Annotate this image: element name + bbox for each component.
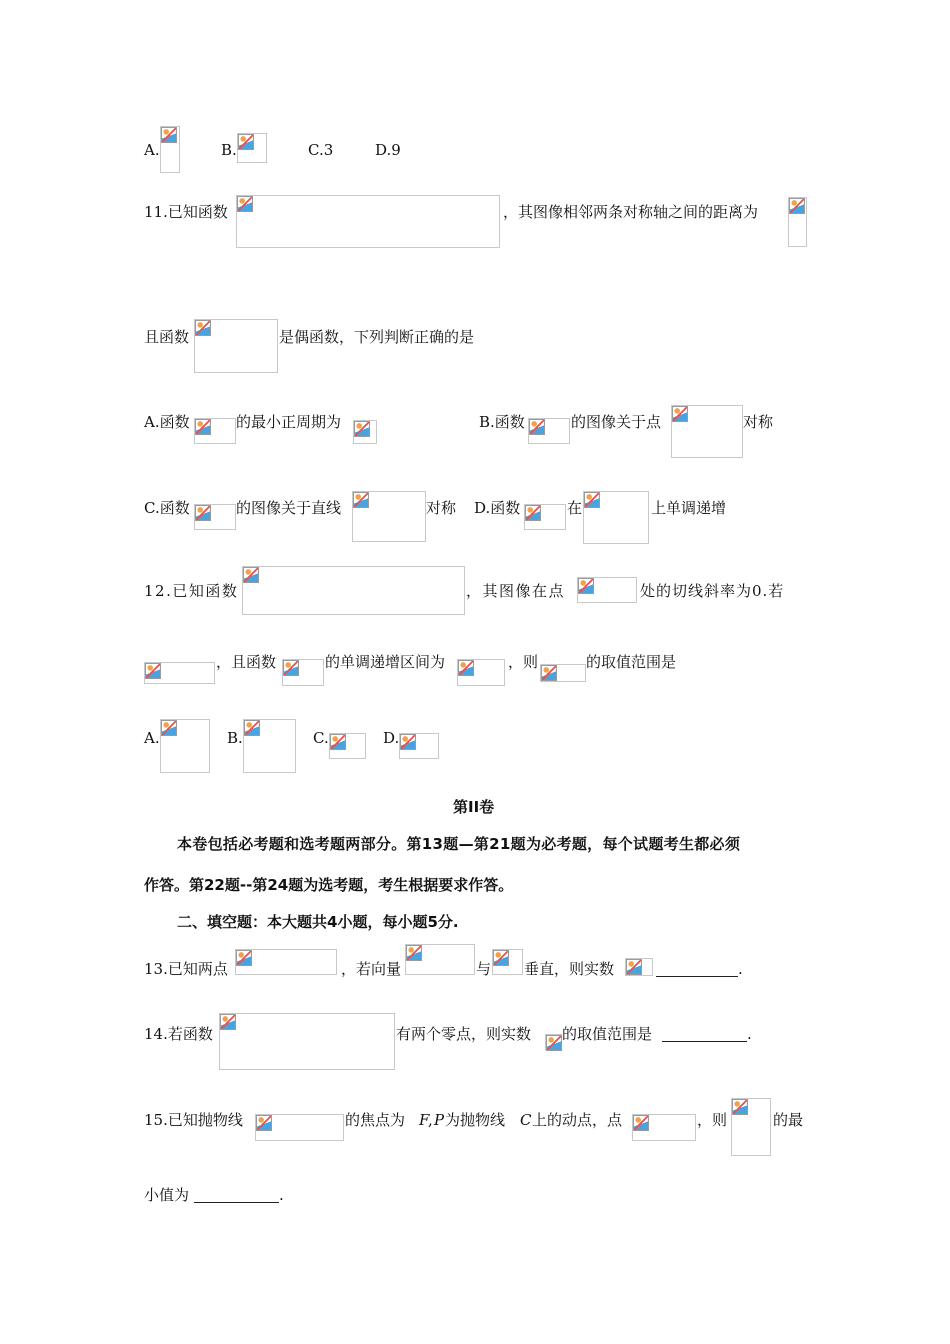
q10-option-c: C.3 bbox=[308, 141, 334, 159]
q12-stem-4: ，且函数 bbox=[216, 653, 277, 671]
formula-image bbox=[255, 1114, 344, 1141]
q15-var-p: P bbox=[434, 1111, 445, 1129]
formula-image bbox=[282, 659, 324, 686]
q12-stem-3: 处的切线斜率为0.若 bbox=[640, 582, 785, 600]
formula-image bbox=[399, 733, 439, 759]
formula-image bbox=[353, 420, 377, 444]
q13-stem-4: 垂直，则实数 bbox=[524, 960, 615, 978]
q12-stem-7: 的取值范围是 bbox=[586, 653, 677, 671]
formula-image bbox=[194, 504, 236, 530]
answer-blank[interactable] bbox=[662, 1040, 747, 1042]
part2-intro-line1: 本卷包括必考题和选考题两部分。第13题—第21题为必考题，每个试题考生都必须 bbox=[177, 835, 741, 853]
formula-image bbox=[235, 949, 337, 975]
q14-stem-2: 有两个零点，则实数 bbox=[396, 1025, 532, 1043]
q11-option-a-2: 的最小正周期为 bbox=[236, 413, 342, 431]
part2-intro-line2: 作答。第22题--第24题为选考题，考生根据要求作答。 bbox=[144, 876, 514, 894]
formula-image bbox=[788, 197, 807, 247]
q11-option-d-3: 上单调递增 bbox=[651, 499, 727, 517]
q15-period: . bbox=[279, 1186, 284, 1204]
formula-image bbox=[625, 958, 653, 976]
formula-image bbox=[194, 418, 236, 444]
q15-stem-1: 15.已知抛物线 bbox=[144, 1111, 243, 1129]
formula-image bbox=[219, 1013, 395, 1070]
q11-option-c-2: 的图像关于直线 bbox=[236, 499, 342, 517]
q11-stem-2: ，其图像相邻两条对称轴之间的距离为 bbox=[503, 203, 759, 221]
formula-image bbox=[236, 195, 500, 248]
q11-option-b-2: 的图像关于点 bbox=[571, 413, 662, 431]
formula-image bbox=[160, 126, 180, 173]
q13-stem-2: ，若向量 bbox=[341, 960, 402, 978]
formula-image bbox=[583, 491, 649, 544]
q15-stem-5: ，则 bbox=[697, 1111, 728, 1129]
q12-stem-1: 12.已知函数 bbox=[144, 582, 239, 600]
q13-stem-3: 与 bbox=[476, 960, 492, 978]
formula-image bbox=[160, 719, 210, 773]
q10-option-d: D.9 bbox=[375, 141, 401, 159]
q11-option-d-2: 在 bbox=[567, 499, 583, 517]
q10-option-b-label: B. bbox=[221, 141, 237, 159]
q11-option-a-1: A.函数 bbox=[144, 413, 190, 431]
part2-title: 第II卷 bbox=[453, 798, 495, 816]
q13-period: . bbox=[738, 960, 743, 978]
q12-option-d-label: D. bbox=[383, 729, 400, 747]
q11-option-b-3: 对称 bbox=[743, 413, 774, 431]
q12-stem-6: ，则 bbox=[508, 653, 539, 671]
formula-image bbox=[329, 733, 366, 759]
formula-image bbox=[731, 1098, 771, 1156]
formula-image bbox=[492, 949, 523, 975]
formula-image bbox=[671, 405, 743, 458]
formula-image bbox=[243, 719, 296, 773]
q14-period: . bbox=[747, 1025, 752, 1043]
q15-stem-6: 的最 bbox=[773, 1111, 804, 1129]
answer-blank[interactable] bbox=[194, 1201, 279, 1203]
formula-image bbox=[524, 504, 566, 530]
formula-image bbox=[237, 133, 267, 163]
q10-option-a-label: A. bbox=[144, 141, 160, 159]
q15-stem-3: 为抛物线 bbox=[445, 1111, 506, 1129]
q11-option-b-1: B.函数 bbox=[479, 413, 525, 431]
q12-stem-5: 的单调递增区间为 bbox=[325, 653, 446, 671]
q11-stem-1: 11.已知函数 bbox=[144, 203, 228, 221]
q11-stem-4: 是偶函数，下列判断正确的是 bbox=[279, 328, 475, 346]
formula-image bbox=[405, 944, 475, 975]
q13-stem-1: 13.已知两点 bbox=[144, 960, 228, 978]
formula-image bbox=[242, 566, 465, 615]
formula-image bbox=[528, 418, 570, 444]
q11-option-c-1: C.函数 bbox=[144, 499, 190, 517]
formula-image bbox=[545, 1034, 562, 1050]
formula-image bbox=[144, 662, 215, 684]
formula-image bbox=[577, 577, 637, 603]
q15-stem-7: 小值为 bbox=[144, 1186, 190, 1204]
q14-stem-3: 的取值范围是 bbox=[562, 1025, 653, 1043]
q15-var-f: F bbox=[419, 1111, 430, 1129]
formula-image bbox=[457, 659, 505, 686]
formula-image bbox=[352, 491, 426, 542]
q14-stem-1: 14.若函数 bbox=[144, 1025, 213, 1043]
q15-var-c: C bbox=[520, 1111, 532, 1129]
q15-stem-4: 上的动点，点 bbox=[532, 1111, 623, 1129]
formula-image bbox=[194, 319, 278, 373]
formula-image bbox=[540, 664, 586, 682]
answer-blank[interactable] bbox=[656, 975, 738, 977]
q11-option-c-3: 对称 bbox=[426, 499, 457, 517]
q12-option-a-label: A. bbox=[144, 729, 160, 747]
q12-stem-2: ，其图像在点 bbox=[466, 582, 566, 600]
q12-option-c-label: C. bbox=[313, 729, 329, 747]
q15-stem-2: 的焦点为 bbox=[345, 1111, 406, 1129]
section-heading: 二、填空题：本大题共4小题，每小题5分. bbox=[177, 913, 459, 931]
q11-option-d-1: D.函数 bbox=[474, 499, 521, 517]
q15-comma: , bbox=[428, 1111, 433, 1129]
q12-option-b-label: B. bbox=[227, 729, 243, 747]
q11-stem-3: 且函数 bbox=[144, 328, 190, 346]
formula-image bbox=[632, 1114, 696, 1141]
